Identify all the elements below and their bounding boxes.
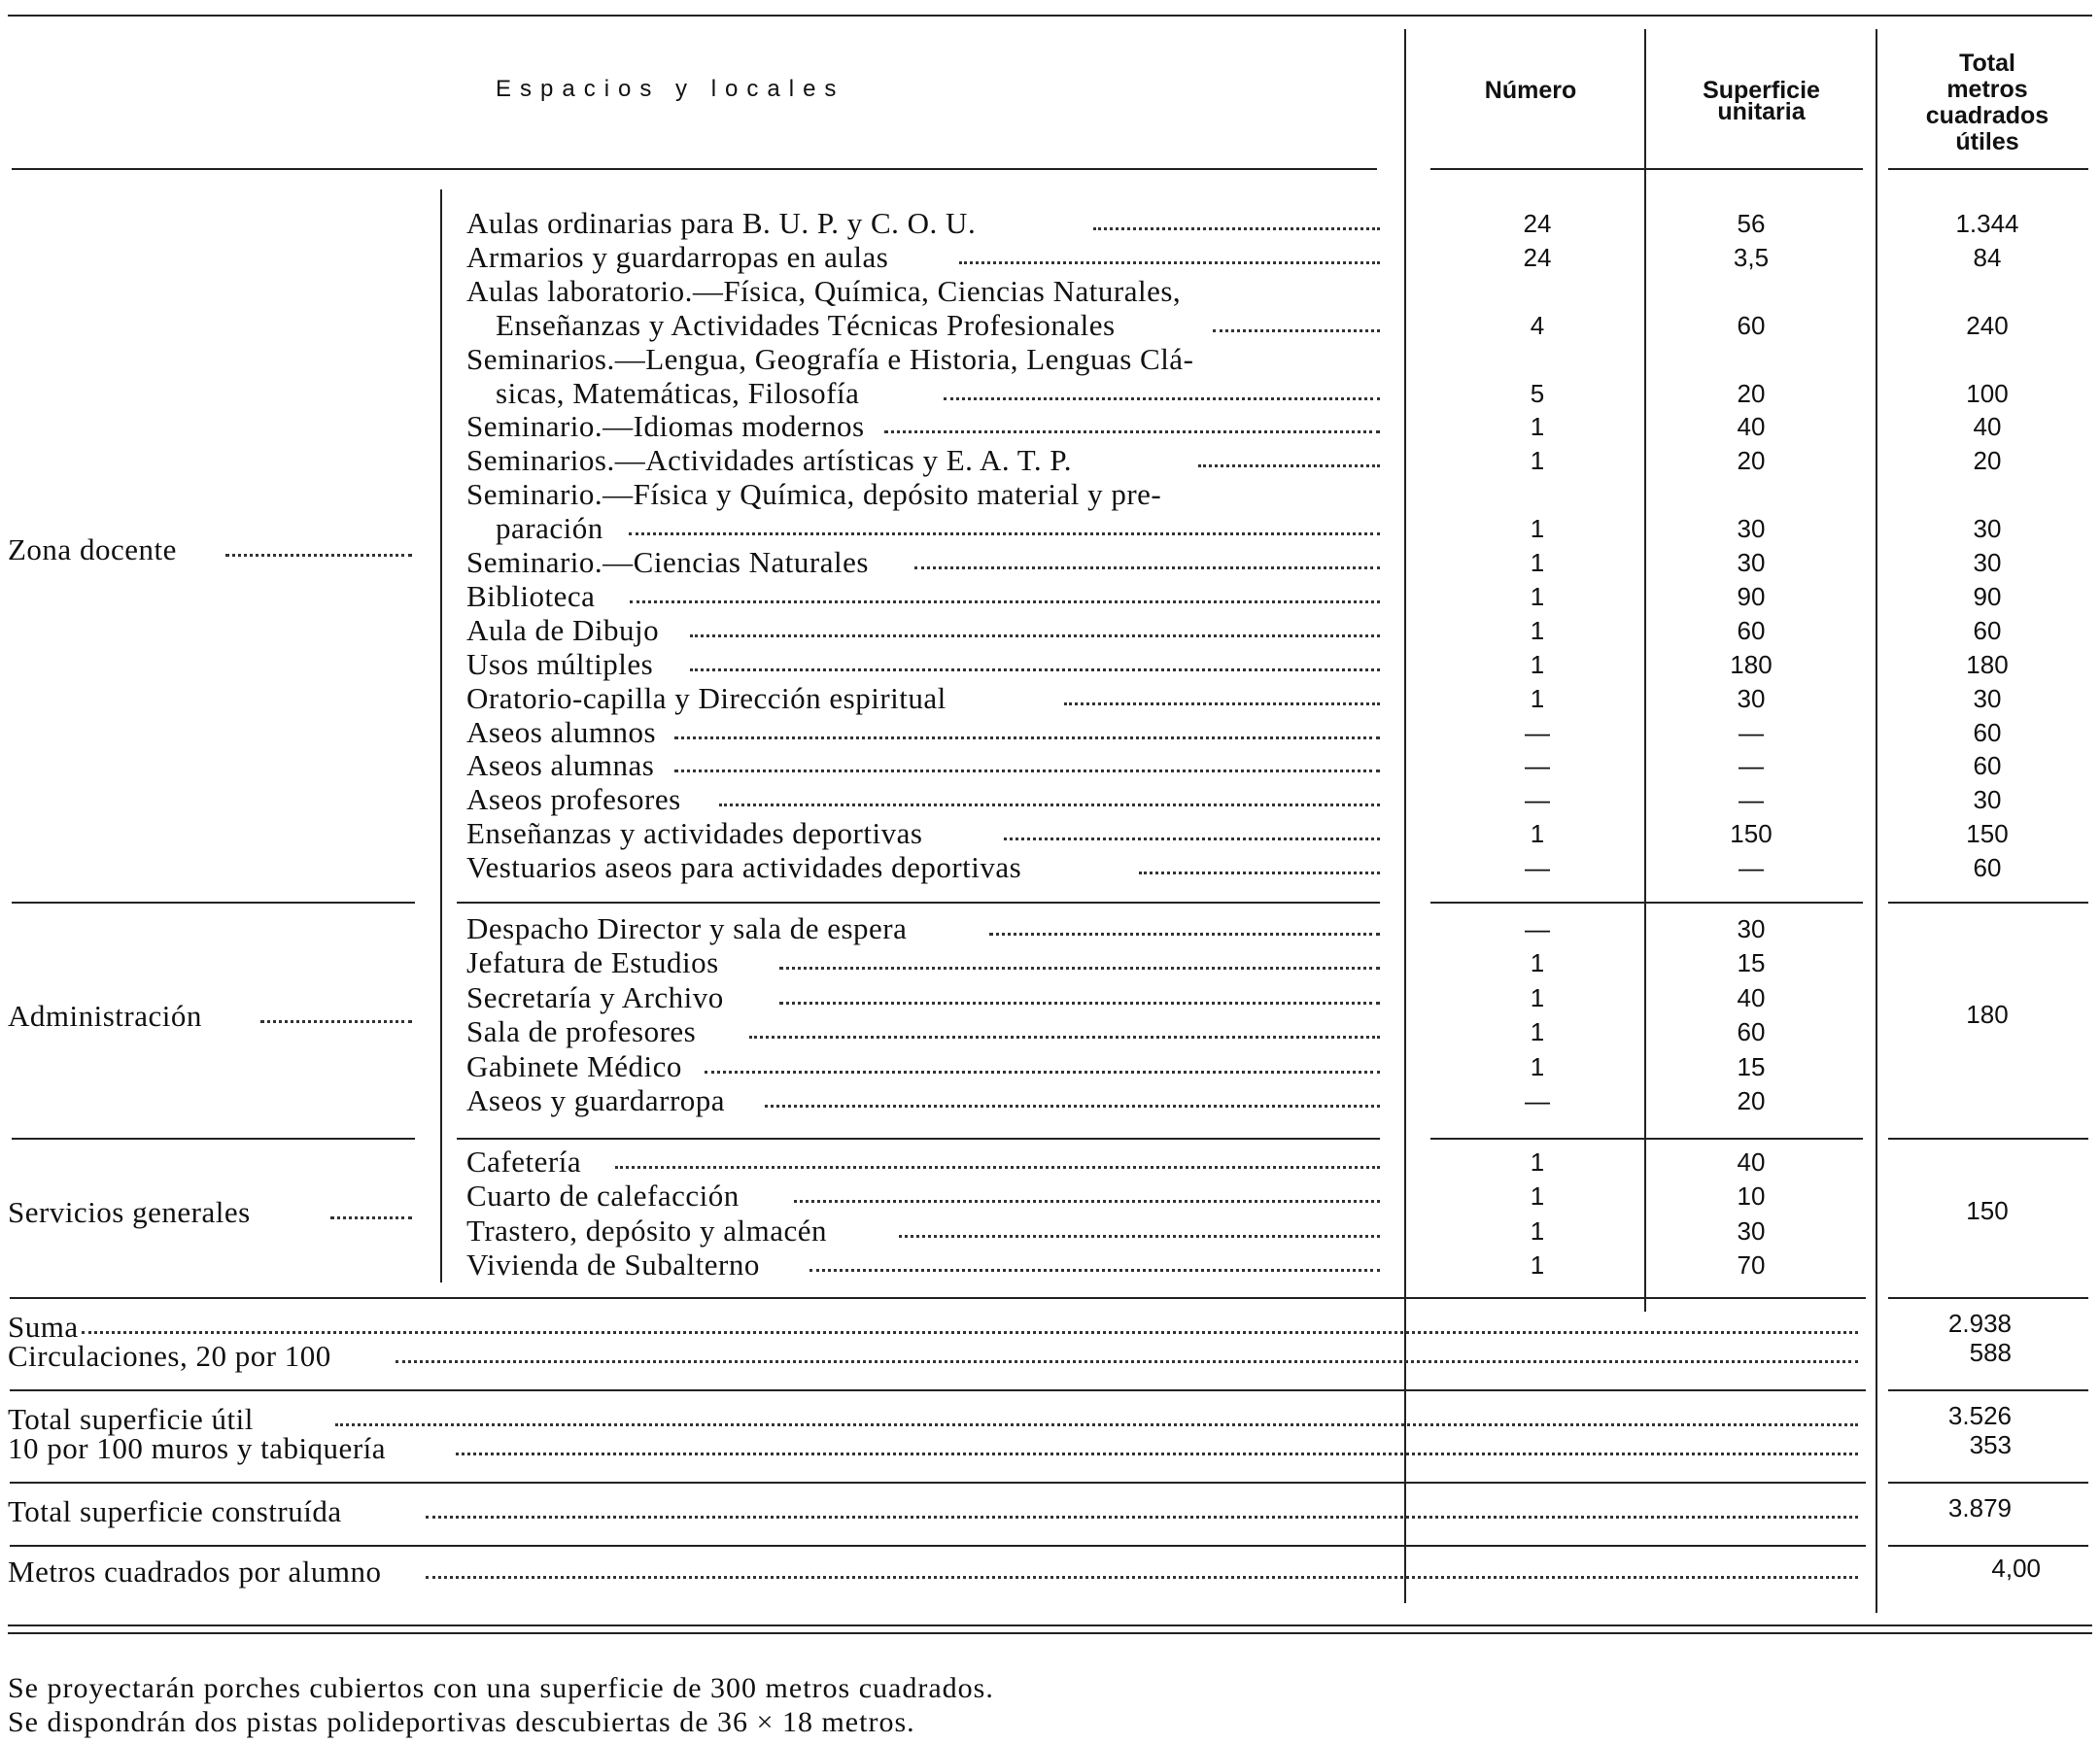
leader-dots xyxy=(884,430,1380,433)
row-label: Gabinete Médico xyxy=(466,1049,682,1083)
header-rule xyxy=(1430,168,1863,170)
row-label: Aula de Dibujo xyxy=(466,613,660,647)
cell-numero: — xyxy=(1525,751,1550,780)
header-espacios: Espacios y locales xyxy=(496,76,845,102)
cell-superficie: 180 xyxy=(1730,650,1773,679)
leader-dots xyxy=(426,1576,1858,1579)
row-label: Cafetería xyxy=(466,1145,582,1179)
leader-dots xyxy=(330,1216,412,1219)
cell-superficie: — xyxy=(1739,785,1764,814)
row-label: Vivienda de Subalterno xyxy=(466,1248,760,1282)
row-label: Despacho Director y sala de espera xyxy=(466,911,908,945)
group-rule xyxy=(1888,1138,2088,1140)
header-rule xyxy=(1888,168,2088,170)
cell-superficie: 150 xyxy=(1730,819,1773,848)
row-label: Aseos alumnas xyxy=(466,748,655,782)
row-label: Aseos y guardarropa xyxy=(466,1083,726,1117)
leader-dots xyxy=(809,1269,1380,1272)
leader-dots xyxy=(705,1071,1380,1074)
group-rule xyxy=(12,1138,415,1140)
cell-numero: 1 xyxy=(1530,412,1545,441)
cell-numero: 1 xyxy=(1530,983,1545,1012)
cell-numero: 1 xyxy=(1530,948,1545,977)
cell-superficie: 3,5 xyxy=(1733,243,1770,272)
header-total-l2: metros xyxy=(1946,76,2028,103)
summary-rule xyxy=(10,1482,1866,1484)
leader-dots xyxy=(959,261,1380,264)
cell-superficie: 15 xyxy=(1737,1052,1766,1081)
leader-dots xyxy=(779,967,1380,970)
cell-total: 30 xyxy=(1973,514,2002,543)
row-label: Aulas ordinarias para B. U. P. y C. O. U. xyxy=(466,206,977,240)
summary-value: 588 xyxy=(1969,1338,2012,1367)
cell-superficie: 40 xyxy=(1737,1147,1766,1177)
cell-superficie: — xyxy=(1739,718,1764,747)
leader-dots xyxy=(1004,838,1380,840)
header-superficie-l1: Superficie xyxy=(1703,77,1820,104)
leader-dots xyxy=(396,1360,1858,1363)
cell-numero: 1 xyxy=(1530,650,1545,679)
cell-superficie: 20 xyxy=(1737,1086,1766,1115)
cell-numero: 24 xyxy=(1523,243,1552,272)
row-label: Seminarios.—Lengua, Geografía e Historia, Lenguas Clá- xyxy=(466,342,1194,376)
row-label: Armarios y guardarropas en aulas xyxy=(466,240,889,274)
cell-numero: 1 xyxy=(1530,1181,1545,1211)
summary-label: Total superficie útil xyxy=(8,1402,254,1436)
cell-total: 40 xyxy=(1973,412,2002,441)
cell-superficie: 70 xyxy=(1737,1250,1766,1280)
header-total-l1: Total xyxy=(1959,50,2015,77)
summary-label: Total superficie construída xyxy=(8,1494,342,1528)
leader-dots xyxy=(690,668,1380,671)
row-label: paración xyxy=(496,511,603,545)
cell-total: 180 xyxy=(1966,650,2009,679)
row-label: Aulas laboratorio.—Física, Química, Ciencias Naturales, xyxy=(466,274,1182,308)
cell-superficie: 30 xyxy=(1737,914,1766,943)
cell-numero: 1 xyxy=(1530,1250,1545,1280)
cell-numero: 1 xyxy=(1530,616,1545,645)
cell-superficie: 30 xyxy=(1737,548,1766,577)
cell-numero: — xyxy=(1525,718,1550,747)
cell-superficie: 15 xyxy=(1737,948,1766,977)
summary-rule xyxy=(1888,1297,2088,1299)
note-pistas: Se dispondrán dos pistas polideportivas descubiertas de 36 × 18 metros. xyxy=(8,1706,915,1738)
row-label: Seminario.—Idiomas modernos xyxy=(466,409,865,443)
cell-numero: 1 xyxy=(1530,446,1545,475)
leader-dots xyxy=(225,554,412,557)
leader-dots xyxy=(914,566,1380,569)
leader-dots xyxy=(1198,464,1380,467)
leader-dots xyxy=(779,1002,1380,1005)
cell-superficie: 30 xyxy=(1737,1216,1766,1246)
leader-dots xyxy=(1093,227,1380,230)
summary-value: 4,00 xyxy=(1991,1554,2041,1583)
row-label: Aseos profesores xyxy=(466,782,681,816)
row-label: Enseñanzas y Actividades Técnicas Profesionales xyxy=(496,308,1116,342)
cell-superficie: 20 xyxy=(1737,446,1766,475)
leader-dots xyxy=(674,736,1380,739)
group-rule xyxy=(1430,902,1863,904)
cell-total: 100 xyxy=(1966,379,2009,408)
row-label: Oratorio-capilla y Dirección espiritual xyxy=(466,681,947,715)
cell-numero: 1 xyxy=(1530,1052,1545,1081)
cell-total: 60 xyxy=(1973,751,2002,780)
row-label: Enseñanzas y actividades deportivas xyxy=(466,816,923,850)
cell-superficie: 40 xyxy=(1737,983,1766,1012)
summary-label: Circulaciones, 20 por 100 xyxy=(8,1339,331,1373)
leader-dots xyxy=(765,1105,1380,1108)
cell-total: 60 xyxy=(1973,718,2002,747)
group-zona-docente: Zona docente xyxy=(8,532,177,566)
leader-dots xyxy=(719,804,1380,806)
group-rule xyxy=(1430,1138,1863,1140)
header-rule xyxy=(12,168,1377,170)
row-label: Biblioteca xyxy=(466,579,596,613)
group-rule xyxy=(12,902,415,904)
group-administracion: Administración xyxy=(8,999,202,1033)
cell-superficie: 60 xyxy=(1737,1017,1766,1046)
cell-numero: — xyxy=(1525,785,1550,814)
summary-label: Suma xyxy=(8,1310,79,1344)
row-label: Jefatura de Estudios xyxy=(466,945,719,979)
cell-numero: 1 xyxy=(1530,1017,1545,1046)
top-rule xyxy=(8,15,2092,17)
leader-dots xyxy=(749,1036,1380,1039)
summary-label: Metros cuadrados por alumno xyxy=(8,1555,382,1589)
column-divider xyxy=(1404,29,1406,1603)
cell-total: 20 xyxy=(1973,446,2002,475)
header-total xyxy=(1885,51,2089,155)
leader-dots xyxy=(615,1166,1380,1169)
leader-dots xyxy=(690,634,1380,637)
row-label: Cuarto de calefacción xyxy=(466,1179,740,1213)
leader-dots xyxy=(1213,329,1380,332)
leader-dots xyxy=(426,1516,1858,1519)
row-label: Seminario.—Ciencias Naturales xyxy=(466,545,869,579)
header-numero: Número xyxy=(1484,77,1577,104)
cell-total: 1.344 xyxy=(1955,209,2019,238)
group-divider xyxy=(440,189,442,1282)
leader-dots xyxy=(899,1235,1380,1238)
cell-numero: — xyxy=(1525,1086,1550,1115)
cell-numero: 1 xyxy=(1530,548,1545,577)
leader-dots xyxy=(1064,702,1380,705)
leader-dots xyxy=(629,532,1380,535)
leader-dots xyxy=(260,1020,412,1023)
cell-total: 90 xyxy=(1973,582,2002,611)
cell-superficie: 30 xyxy=(1737,514,1766,543)
column-divider xyxy=(1644,29,1646,1312)
bottom-rule xyxy=(8,1632,2092,1634)
servicios-total: 150 xyxy=(1966,1196,2009,1225)
cell-superficie: 10 xyxy=(1737,1181,1766,1211)
summary-rule xyxy=(10,1297,1866,1299)
bottom-rule xyxy=(8,1624,2092,1626)
column-divider xyxy=(1876,29,1877,1613)
cell-superficie: 60 xyxy=(1737,616,1766,645)
cell-numero: 24 xyxy=(1523,209,1552,238)
row-label: sicas, Matemáticas, Filosofía xyxy=(496,376,860,410)
row-label: Sala de profesores xyxy=(466,1014,697,1048)
cell-superficie: 20 xyxy=(1737,379,1766,408)
cell-numero: 1 xyxy=(1530,1216,1545,1246)
cell-superficie: 40 xyxy=(1737,412,1766,441)
cell-numero: 1 xyxy=(1530,1147,1545,1177)
leader-dots xyxy=(794,1200,1380,1203)
leader-dots xyxy=(674,769,1380,772)
cell-total: 60 xyxy=(1973,853,2002,882)
cell-superficie: 90 xyxy=(1737,582,1766,611)
group-servicios-generales: Servicios generales xyxy=(8,1195,251,1229)
header-superficie xyxy=(1652,78,1871,125)
summary-rule xyxy=(1888,1545,2088,1547)
header-superficie-l2: unitaria xyxy=(1717,98,1806,125)
cell-numero: 1 xyxy=(1530,582,1545,611)
cell-superficie: 56 xyxy=(1737,209,1766,238)
cell-superficie: 60 xyxy=(1737,311,1766,340)
row-label: Trastero, depósito y almacén xyxy=(466,1214,827,1248)
cell-total: 84 xyxy=(1973,243,2002,272)
cell-total: 30 xyxy=(1973,684,2002,713)
cell-superficie: — xyxy=(1739,751,1764,780)
row-label: Seminarios.—Actividades artísticas y E. A. T. P. xyxy=(466,443,1072,477)
summary-rule xyxy=(10,1545,1866,1547)
leader-dots xyxy=(82,1331,1858,1334)
cell-total: 150 xyxy=(1966,819,2009,848)
summary-value: 353 xyxy=(1969,1430,2012,1459)
summary-rule xyxy=(1888,1482,2088,1484)
group-rule xyxy=(457,1138,1380,1140)
summary-value: 3.526 xyxy=(1947,1401,2012,1430)
cell-numero: 4 xyxy=(1530,311,1545,340)
cell-numero: 1 xyxy=(1530,819,1545,848)
leader-dots xyxy=(1139,872,1380,874)
cell-superficie: — xyxy=(1739,853,1764,882)
group-rule xyxy=(1888,902,2088,904)
cell-numero: 5 xyxy=(1530,379,1545,408)
summary-label: 10 por 100 muros y tabiquería xyxy=(8,1431,387,1465)
cell-numero: 1 xyxy=(1530,514,1545,543)
note-porches: Se proyectarán porches cubiertos con una superficie de 300 metros cuadrados. xyxy=(8,1672,994,1704)
cell-numero: — xyxy=(1525,914,1550,943)
row-label: Seminario.—Física y Química, depósito material y pre- xyxy=(466,477,1162,511)
leader-dots xyxy=(456,1453,1858,1455)
row-label: Secretaría y Archivo xyxy=(466,980,724,1014)
summary-rule xyxy=(1888,1389,2088,1391)
row-label: Aseos alumnos xyxy=(466,715,657,749)
cell-superficie: 30 xyxy=(1737,684,1766,713)
header-total-l3: cuadrados xyxy=(1925,102,2049,129)
leader-dots xyxy=(630,600,1380,603)
leader-dots xyxy=(335,1423,1858,1426)
leader-dots xyxy=(989,933,1380,936)
row-label: Vestuarios aseos para actividades deportivas xyxy=(466,850,1022,884)
cell-total: 60 xyxy=(1973,616,2002,645)
summary-value: 3.879 xyxy=(1947,1493,2012,1522)
cell-total: 30 xyxy=(1973,548,2002,577)
summary-value: 2.938 xyxy=(1947,1309,2012,1338)
admin-total: 180 xyxy=(1966,1000,2009,1029)
cell-numero: — xyxy=(1525,853,1550,882)
group-rule xyxy=(457,902,1380,904)
cell-total: 240 xyxy=(1966,311,2009,340)
cell-total: 30 xyxy=(1973,785,2002,814)
leader-dots xyxy=(944,397,1380,400)
header-total-l4: útiles xyxy=(1955,128,2019,155)
row-label: Usos múltiples xyxy=(466,647,654,681)
summary-rule xyxy=(10,1389,1866,1391)
cell-numero: 1 xyxy=(1530,684,1545,713)
